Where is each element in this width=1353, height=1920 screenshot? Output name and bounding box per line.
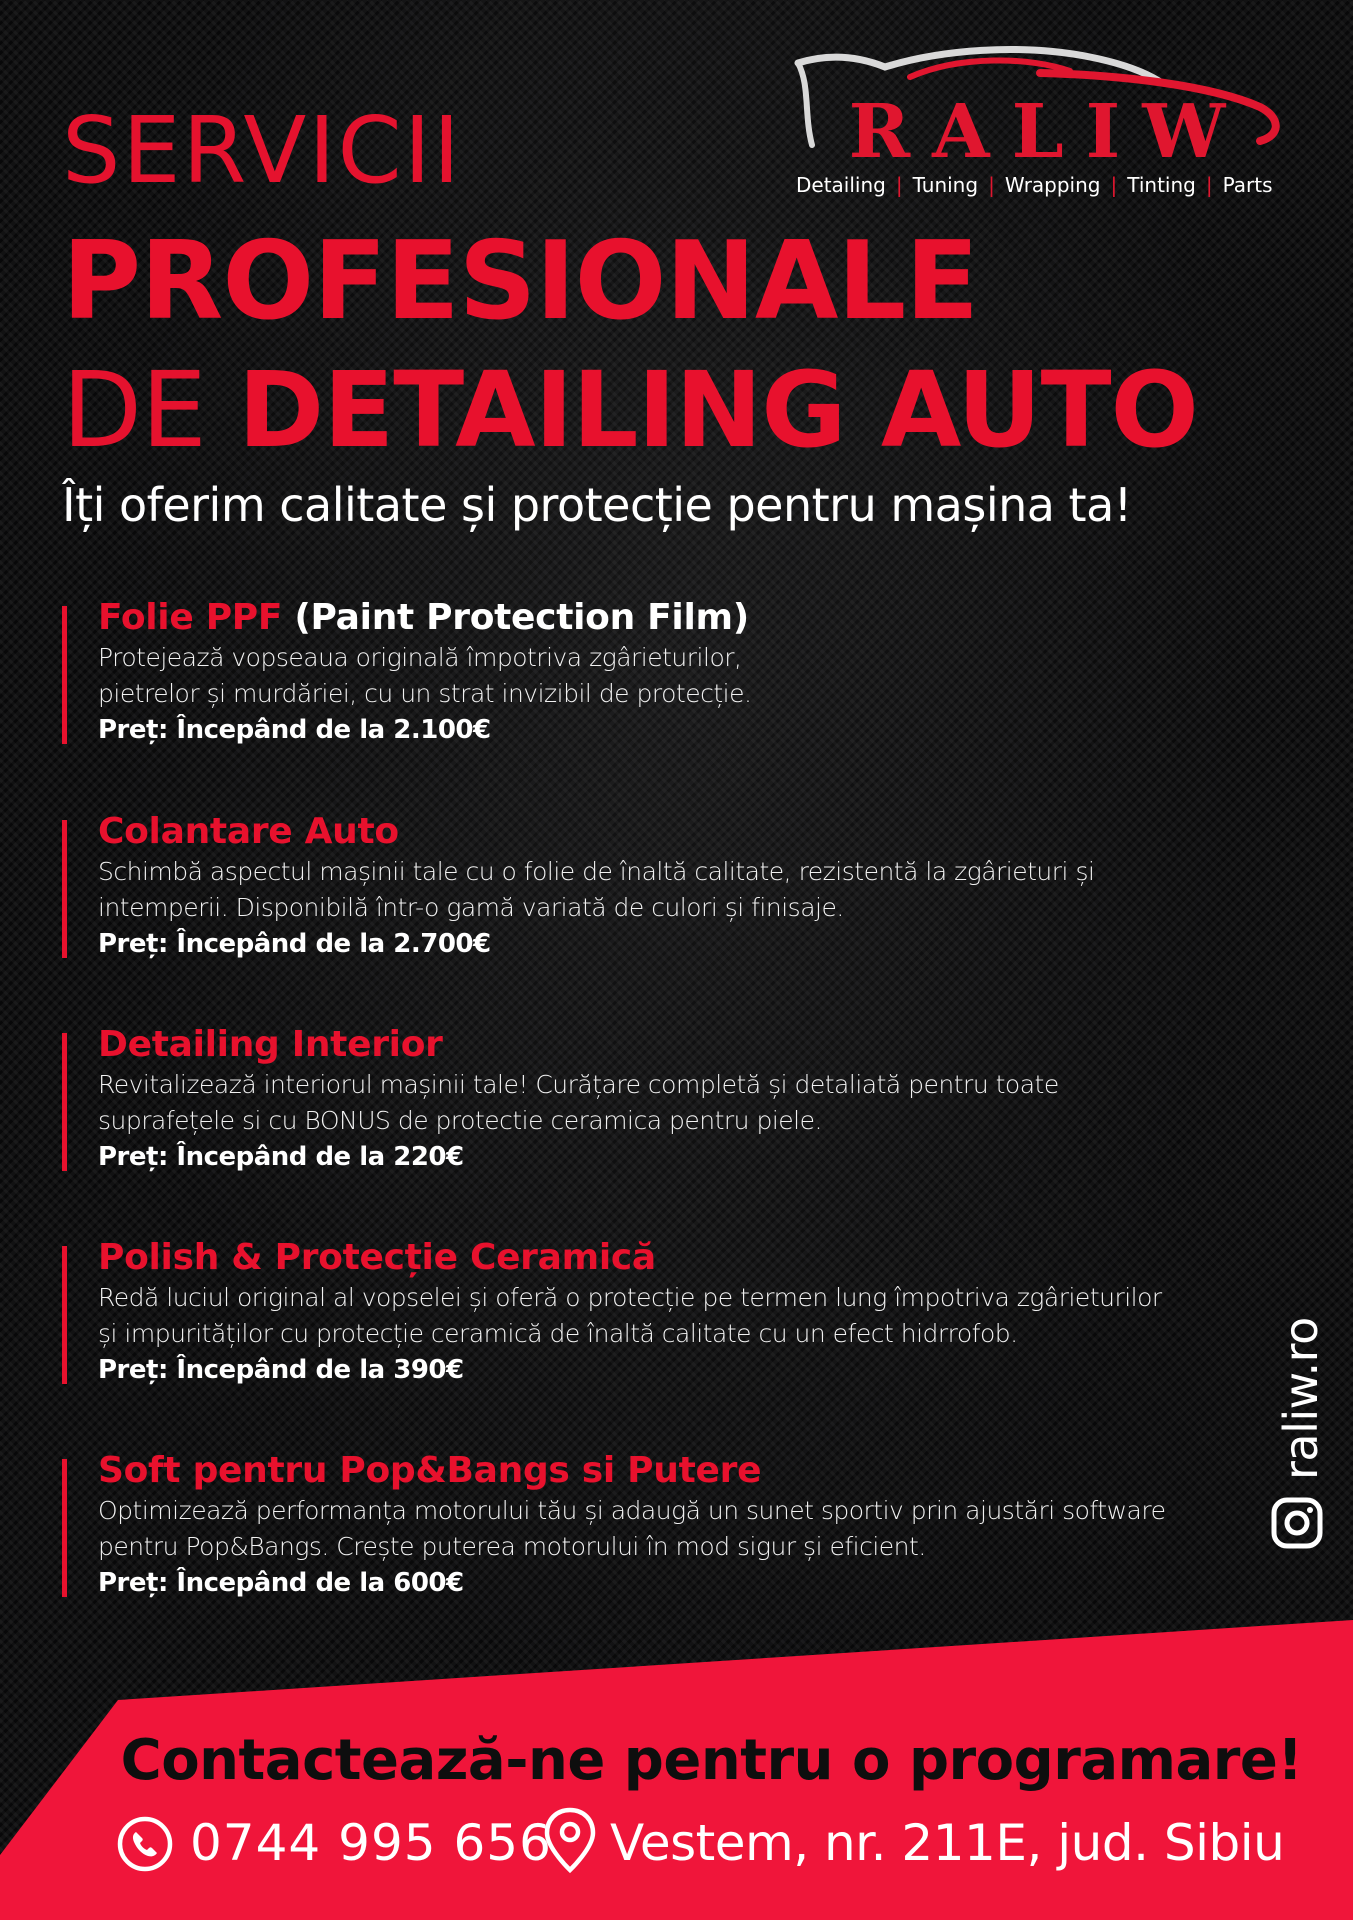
phone-icon: [116, 1815, 174, 1873]
service-description-line: Optimizează performanța motorului tău și adaugă un sunet sportiv prin ajustări software: [98, 1496, 1166, 1525]
service-description-line: suprafețele si cu BONUS de protectie ceramica pentru piele.: [98, 1106, 822, 1135]
service-accent-bar: [62, 1033, 67, 1171]
service-accent-bar: [62, 820, 67, 958]
service-description-line: Protejează vopseaua originală împotriva zgârieturilor,: [98, 643, 742, 672]
service-item: [62, 1023, 1278, 1175]
map-pin-icon: [542, 1806, 598, 1876]
service-description-line: intemperii. Disponibilă într-o gamă variată de culori și finisaje.: [98, 893, 844, 922]
service-price: Preț: Începând de la 220€: [98, 1142, 464, 1172]
page-subtitle: Îți oferim calitate și protecție pentru mașina ta!: [62, 478, 1132, 532]
heading-line-1: SERVICII: [62, 97, 462, 204]
service-title-extra: (Paint Protection Film): [282, 597, 749, 638]
contact-title: Contactează-ne pentru o programare!: [120, 1728, 1303, 1793]
service-accent-bar: [62, 1246, 67, 1384]
service-accent-bar: [62, 1459, 67, 1597]
logo-tagline: Detailing | Tuning | Wrapping | Tinting | Parts: [796, 173, 1273, 197]
heading-line-3-bold: DETAILING AUTO: [237, 349, 1198, 471]
service-price: Preț: Începând de la 390€: [98, 1355, 464, 1385]
tagline-item: Parts: [1222, 173, 1273, 197]
logo-wordmark: RALIW: [848, 89, 1248, 175]
service-item: [62, 596, 1278, 748]
instagram-link[interactable]: [1258, 1310, 1338, 1560]
service-price: Preț: Începând de la 2.700€: [98, 929, 491, 959]
service-description-line: Schimbă aspectul mașinii tale cu o folie de înaltă calitate, rezistentă la zgârieturi și: [98, 857, 1095, 886]
service-description-line: pietrelor și murdăriei, cu un strat invizibil de protecție.: [98, 679, 752, 708]
service-item: [62, 1236, 1278, 1388]
service-title: [98, 596, 1278, 640]
tagline-item: Wrapping: [1004, 173, 1101, 197]
heading-line-2: PROFESIONALE: [62, 219, 979, 344]
service-description-line: și impurităților cu protecție ceramică de înaltă calitate cu un efect hidrrofob.: [98, 1319, 1018, 1348]
service-title: Colantare Auto: [98, 811, 399, 852]
heading-line-3: [62, 349, 1198, 471]
address: Vestem, nr. 211E, jud. Sibiu: [610, 1814, 1285, 1872]
tagline-item: Tinting: [1127, 173, 1196, 197]
instagram-handle: raliw.ro: [1274, 1317, 1328, 1480]
service-description-line: Redă luciul original al vopselei și oferă o protecție pe termen lung împotriva zgârieturilor: [98, 1283, 1162, 1312]
service-title-main: Folie PPF: [98, 597, 283, 638]
service-title: Polish & Protecție Ceramică: [98, 1237, 656, 1278]
service-item: [62, 1449, 1278, 1601]
service-price: Preț: Începând de la 2.100€: [98, 715, 491, 745]
service-item: [62, 810, 1278, 962]
service-title: Detailing Interior: [98, 1024, 443, 1065]
service-title: Soft pentru Pop&Bangs si Putere: [98, 1450, 762, 1491]
phone-number[interactable]: 0744 995 656: [190, 1814, 552, 1872]
instagram-icon: [1270, 1496, 1324, 1550]
service-price: Preț: Începând de la 600€: [98, 1568, 464, 1598]
service-accent-bar: [62, 606, 67, 744]
brand-logo: [790, 45, 1290, 205]
tagline-item: Detailing: [796, 173, 886, 197]
service-description-line: Revitalizează interiorul mașinii tale! Curățare completă și detaliată pentru toate: [98, 1070, 1059, 1099]
heading-line-3-thin: DE: [62, 349, 238, 471]
service-description-line: pentru Pop&Bangs. Crește puterea motorului în mod sigur și eficient.: [98, 1532, 926, 1561]
tagline-item: Tuning: [912, 173, 979, 197]
